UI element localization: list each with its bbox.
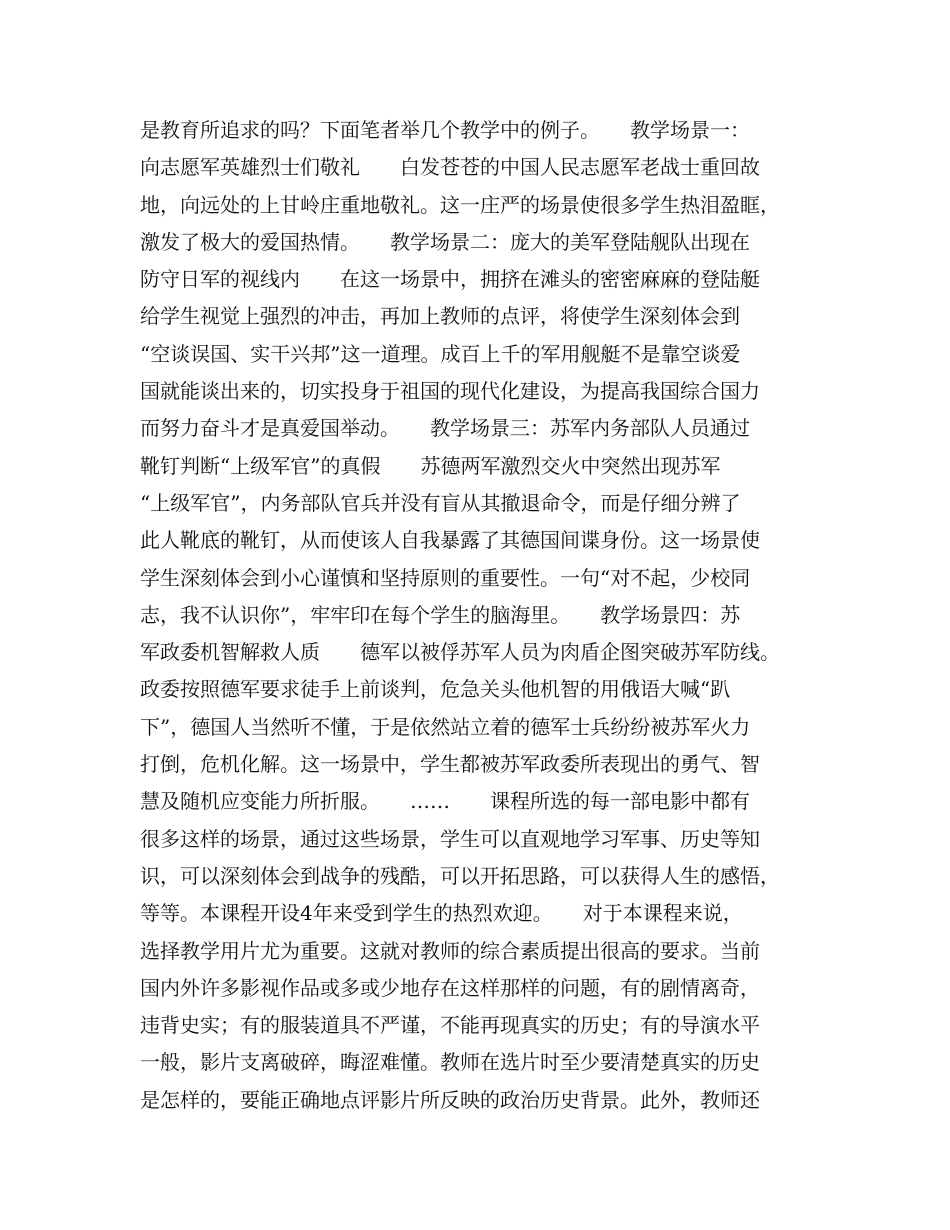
- text-line: 给学生视觉上强烈的冲击，再加上教师的点评，将使学生深刻体会到: [140, 304, 740, 329]
- text-line: 军政委机智解救人质 德军以被俘苏军人员为肉盾企图突破苏军防线。: [140, 640, 780, 665]
- text-line: 政委按照德军要求徒手上前谈判，危急关头他机智的用俄语大喊“趴: [140, 677, 731, 702]
- body-text: [140, 112, 830, 1119]
- text-line: “上级军官”，内务部队官兵并没有盲从其撤退命令，而是仔细分辨了: [140, 490, 741, 515]
- text-line: “空谈误国、实干兴邦”这一道理。成百上千的军用舰艇不是靠空谈爱: [140, 341, 741, 366]
- text-line: 慧及随机应变能力所折服。 …… 课程所选的每一部电影中都有: [140, 789, 750, 814]
- text-line: 识，可以深刻体会到战争的残酷，可以开拓思路，可以获得人生的感悟，: [140, 863, 780, 888]
- text-line: 防守日军的视线内 在这一场景中，拥挤在滩头的密密麻麻的登陆艇: [140, 267, 760, 292]
- text-line: 而努力奋斗才是真爱国举动。 教学场景三：苏军内务部队人员通过: [140, 416, 750, 441]
- text-line: 打倒，危机化解。这一场景中，学生都被苏军政委所表现出的勇气、智: [140, 752, 760, 777]
- text-line: 下”，德国人当然听不懂，于是依然站立着的德军士兵纷纷被苏军火力: [140, 714, 751, 739]
- text-line: 向志愿军英雄烈士们敬礼 白发苍苍的中国人民志愿军老战士重回故: [140, 155, 760, 180]
- text-line: 是怎样的，要能正确地点评影片所反映的政治历史背景。此外，教师还: [140, 1087, 760, 1112]
- text-line: 一般，影片支离破碎，晦涩难懂。教师在选片时至少要清楚真实的历史: [140, 1050, 760, 1075]
- text-line: 国内外许多影视作品或多或少地存在这样那样的问题，有的剧情离奇，: [140, 975, 760, 1000]
- text-line: 很多这样的场景，通过这些场景，学生可以直观地学习军事、历史等知: [140, 826, 760, 851]
- text-line: 学生深刻体会到小心谨慎和坚持原则的重要性。一句“对不起，少校同: [140, 565, 751, 590]
- text-line: 激发了极大的爱国热情。 教学场景二：庞大的美军登陆舰队出现在: [140, 229, 750, 254]
- text-line: 国就能谈出来的，切实投身于祖国的现代化建设，为提高我国综合国力: [140, 379, 760, 404]
- text-line: 选择教学用片尤为重要。这就对教师的综合素质提出很高的要求。当前: [140, 938, 760, 963]
- text-line: 等等。本课程开设4年来受到学生的热烈欢迎。 对于本课程来说，: [140, 901, 743, 926]
- text-line: 是教育所追求的吗？下面笔者举几个教学中的例子。 教学场景一：: [140, 118, 750, 142]
- text-line: 靴钉判断“上级军官”的真假 苏德两军激烈交火中突然出现苏军: [140, 453, 721, 478]
- text-line: 违背史实；有的服装道具不严谨，不能再现真实的历史；有的导演水平: [140, 1013, 760, 1038]
- text-line: 此人靴底的靴钉，从而使该人自我暴露了其德国间谍身份。这一场景使: [140, 528, 760, 553]
- text-line: 志，我不认识你”，牢牢印在每个学生的脑海里。 教学场景四：苏: [140, 602, 741, 627]
- text-line: 地，向远处的上甘岭庄重地敬礼。这一庄严的场景使很多学生热泪盈眶，: [140, 192, 780, 217]
